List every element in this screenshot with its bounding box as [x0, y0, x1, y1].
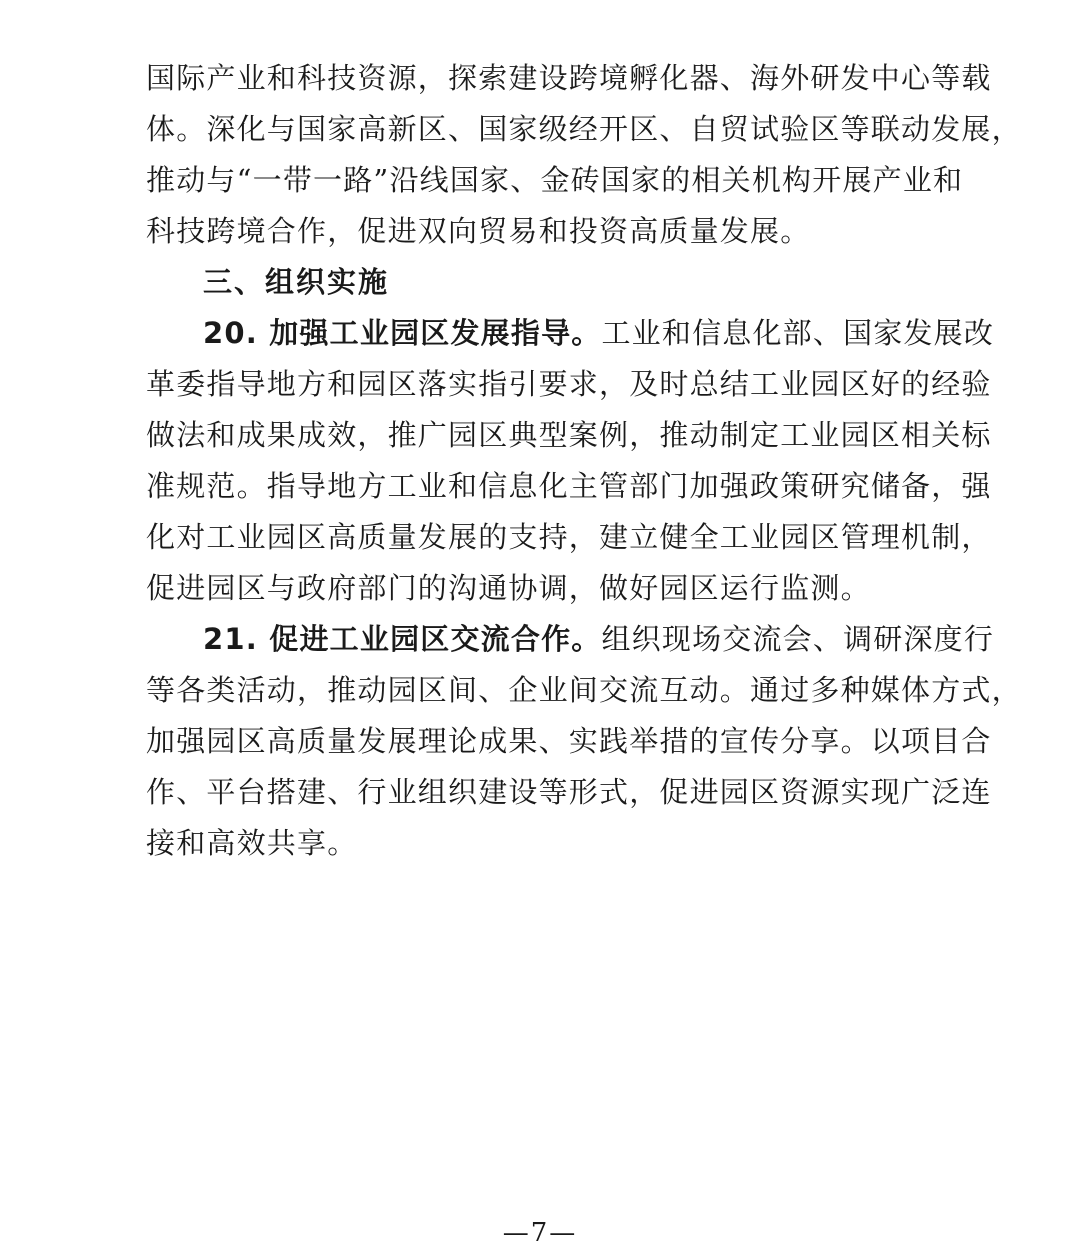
paragraph-line: 加强园区高质量发展理论成果、实践举措的宣传分享。以项目合 [146, 724, 992, 758]
paragraph-line: 体。深化与国家高新区、国家级经开区、自贸试验区等联动发展， [146, 112, 1022, 146]
item-20-title: 20. 加强工业园区发展指导。 [203, 316, 602, 350]
paragraph-line: 国际产业和科技资源，探索建设跨境孵化器、海外研发中心等载 [146, 61, 992, 95]
paragraph-line: 准规范。指导地方工业和信息化主管部门加强政策研究储备，强 [146, 469, 992, 503]
paragraph-line: 接和高效共享。 [146, 826, 358, 860]
paragraph-line: 促进园区与政府部门的沟通协调，做好园区运行监测。 [146, 571, 871, 605]
paragraph-line: 作、平台搭建、行业组织建设等形式，促进园区资源实现广泛连 [146, 775, 992, 809]
paragraph-line: 等各类活动，推动园区间、企业间交流互动。通过多种媒体方式， [146, 673, 1022, 707]
paragraph-line: 化对工业园区高质量发展的支持，建立健全工业园区管理机制， [146, 520, 992, 554]
item-20-first-line-text: 工业和信息化部、国家发展改 [601, 316, 995, 350]
paragraph-line: 做法和成果成效，推广园区典型案例，推动制定工业园区相关标 [146, 418, 992, 452]
section-heading: 三、组织实施 [203, 265, 390, 299]
item-21-title: 21. 促进工业园区交流合作。 [203, 622, 602, 656]
paragraph-line: 科技跨境合作，促进双向贸易和投资高质量发展。 [146, 214, 811, 248]
paragraph-line: 革委指导地方和园区落实指引要求，及时总结工业园区好的经验 [146, 367, 992, 401]
item-21-first-line-text: 组织现场交流会、调研深度行 [601, 622, 995, 656]
paragraph-line: 推动与“一带一路”沿线国家、金砖国家的相关机构开展产业和 [146, 163, 964, 197]
page-number: —7— [502, 1218, 578, 1248]
item-20-first-line [203, 313, 995, 353]
item-21-first-line [203, 619, 995, 659]
